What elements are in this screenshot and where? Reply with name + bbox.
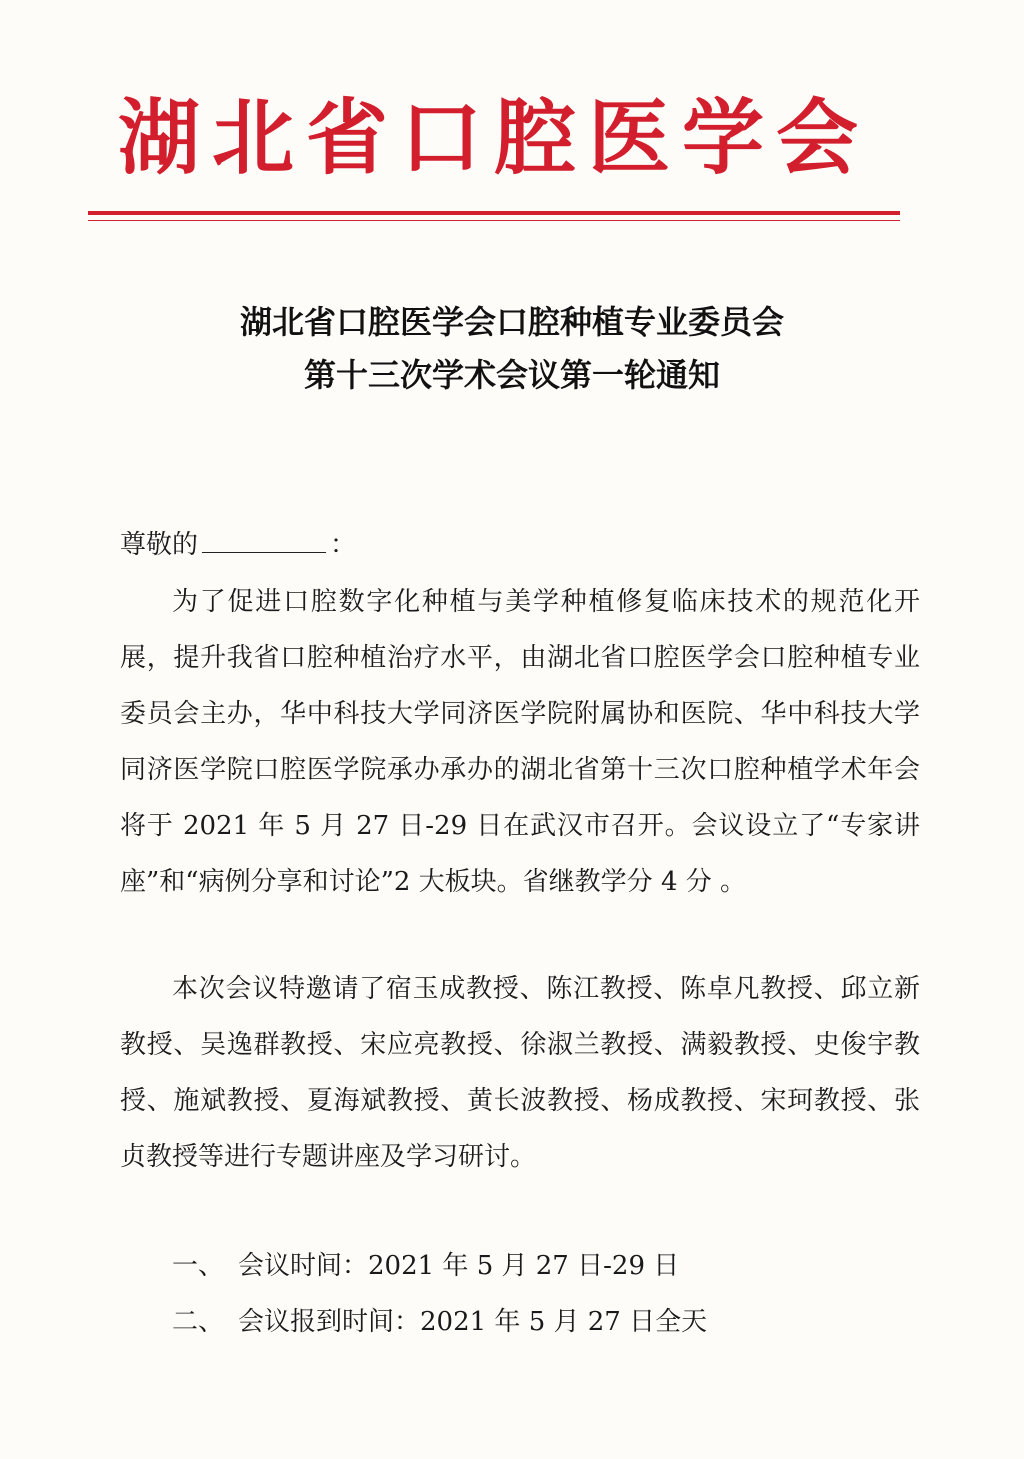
letterhead-rule-thick xyxy=(88,211,900,215)
list-item-number: 一、 xyxy=(172,1251,225,1281)
list-item-registration-time xyxy=(172,1302,707,1342)
salutation xyxy=(120,522,356,565)
recipient-blank xyxy=(202,522,326,553)
list-item-meeting-time xyxy=(172,1246,679,1286)
list-item-text: 会议报到时间：2021 年 5 月 27 日全天 xyxy=(238,1307,708,1337)
salutation-suffix: ： xyxy=(330,530,357,560)
list-item-number: 二、 xyxy=(172,1307,225,1337)
letterhead-title: 湖北省口腔医学会 xyxy=(117,90,870,186)
body-paragraph-intro: 为了促进口腔数字化种植与美学种植修复临床技术的规范化开展，提升我省口腔种植治疗水平，由湖北省口腔医学会口腔种植专业委员会主办，华中科技大学同济医学院附属协和医院、华中科技大学同济医学院口腔医学院承办承办的湖北省第十三次口腔种植学术年会将于 2021 年 5 月 27 日-29 日在武汉市召开。会议设立了“专家讲座”和“病例分享和讨论”2 大板块。省继教学分 4 分 。 xyxy=(120,587,920,897)
notice-title-line-1: 湖北省口腔医学会口腔种植专业委员会 xyxy=(239,303,784,341)
list-item-text: 会议时间：2021 年 5 月 27 日-29 日 xyxy=(238,1251,680,1281)
notice-title-line-2: 第十三次学术会议第一轮通知 xyxy=(303,356,720,394)
salutation-prefix: 尊敬的 xyxy=(120,530,199,560)
body-paragraph-speakers: 本次会议特邀请了宿玉成教授、陈江教授、陈卓凡教授、邱立新教授、吴逸群教授、宋应亮教授、徐淑兰教授、满毅教授、史俊宇教授、施斌教授、夏海斌教授、黄长波教授、杨成教授、宋珂教授、张贞教授等进行专题讲座及学习研讨。 xyxy=(120,974,920,1172)
letterhead-rule-thin xyxy=(88,220,900,221)
